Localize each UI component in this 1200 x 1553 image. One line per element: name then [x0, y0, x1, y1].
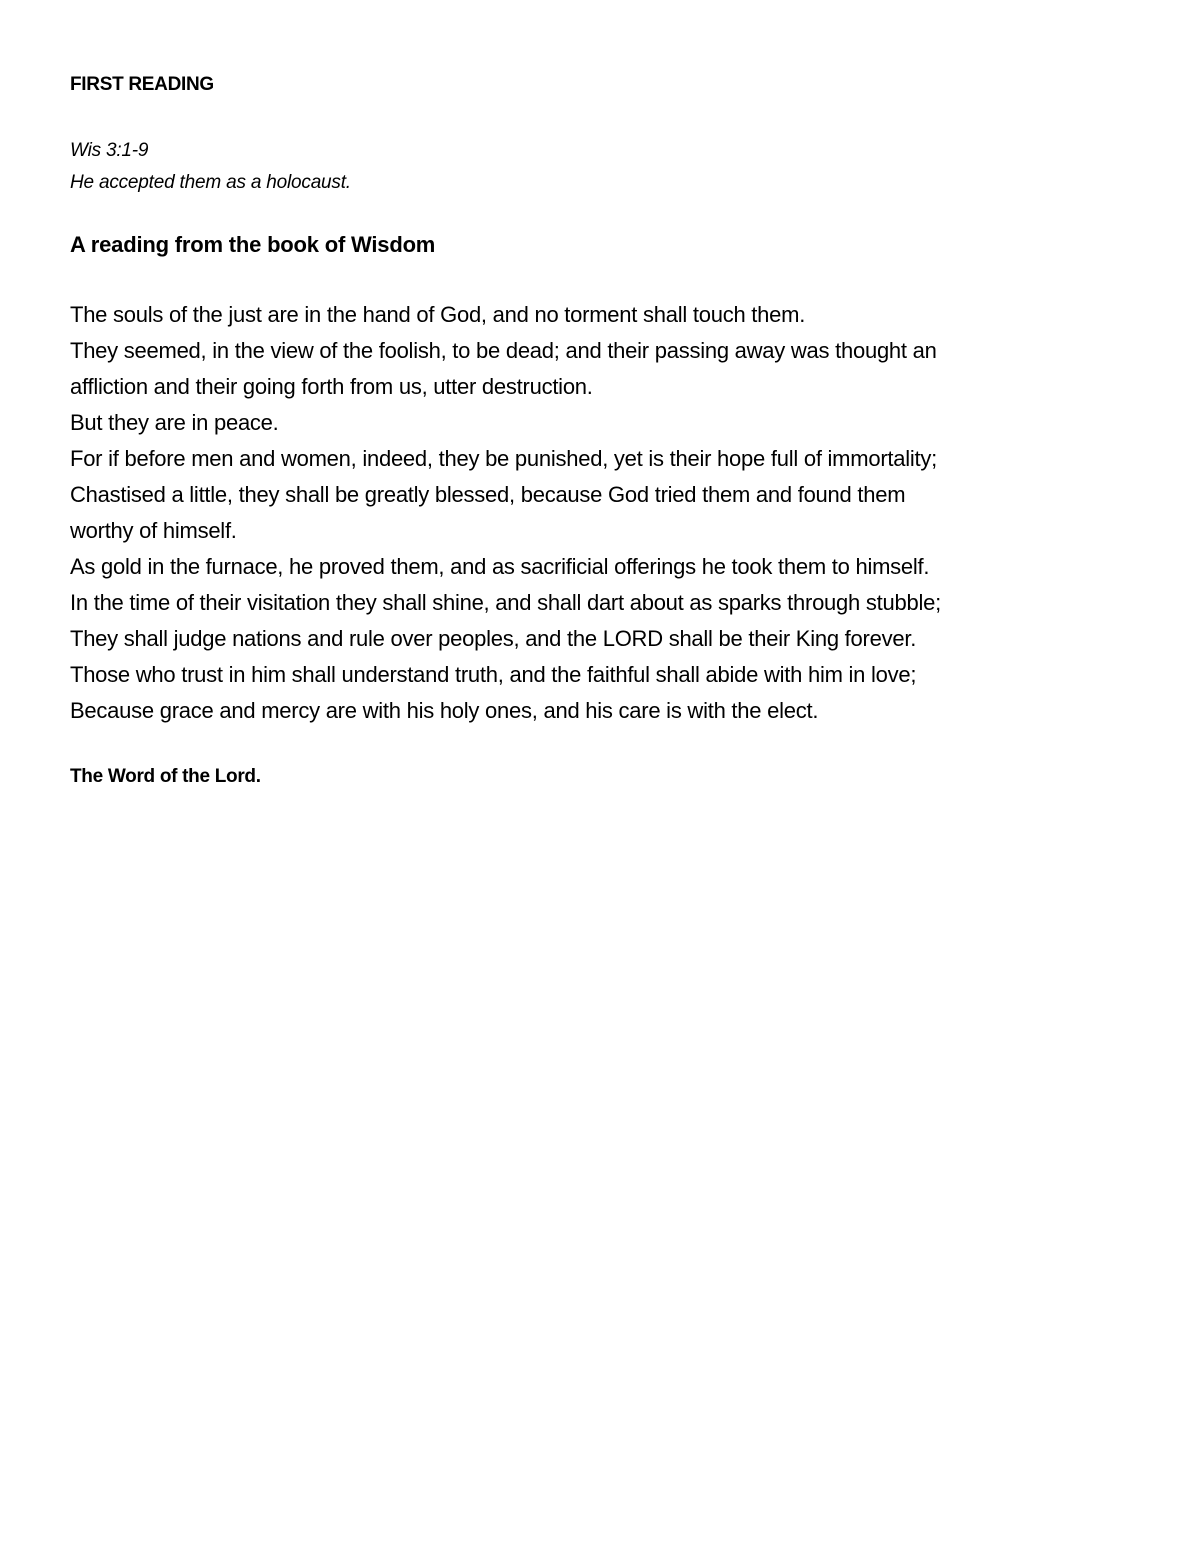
text-line: For if before men and women, indeed, they be punished, yet is their hope full of immortality;	[70, 446, 937, 471]
document-content	[70, 73, 1150, 789]
text-line: affliction and their going forth from us, utter destruction.	[70, 374, 593, 399]
text-line: Chastised a little, they shall be greatly blessed, because God tried them and found them	[70, 482, 906, 507]
text-line: As gold in the furnace, he proved them, and as sacrificial offerings he took them to himself.	[70, 554, 930, 579]
reading-subtitle: He accepted them as a holocaust.	[70, 172, 351, 193]
text-line: Because grace and mercy are with his holy ones, and his care is with the elect.	[70, 698, 819, 723]
text-line: They seemed, in the view of the foolish, to be dead; and their passing away was thought an	[70, 338, 937, 363]
reading-title: A reading from the book of Wisdom	[70, 232, 436, 257]
text-line: The souls of the just are in the hand of God, and no torment shall touch them.	[70, 302, 806, 327]
text-line: Those who trust in him shall understand truth, and the faithful shall abide with him in love;	[70, 662, 917, 687]
section-label: FIRST READING	[70, 74, 214, 95]
reading-body	[70, 297, 1150, 729]
text-line: But they are in peace.	[70, 410, 279, 435]
text-line: In the time of their visitation they shall shine, and shall dart about as sparks through stubble;	[70, 590, 941, 615]
citation-block	[70, 135, 1150, 199]
text-line: worthy of himself.	[70, 518, 237, 543]
text-line: They shall judge nations and rule over peoples, and the LORD shall be their King forever.	[70, 626, 917, 651]
closing-acclamation: The Word of the Lord.	[70, 766, 261, 787]
scripture-citation: Wis 3:1-9	[70, 140, 149, 161]
